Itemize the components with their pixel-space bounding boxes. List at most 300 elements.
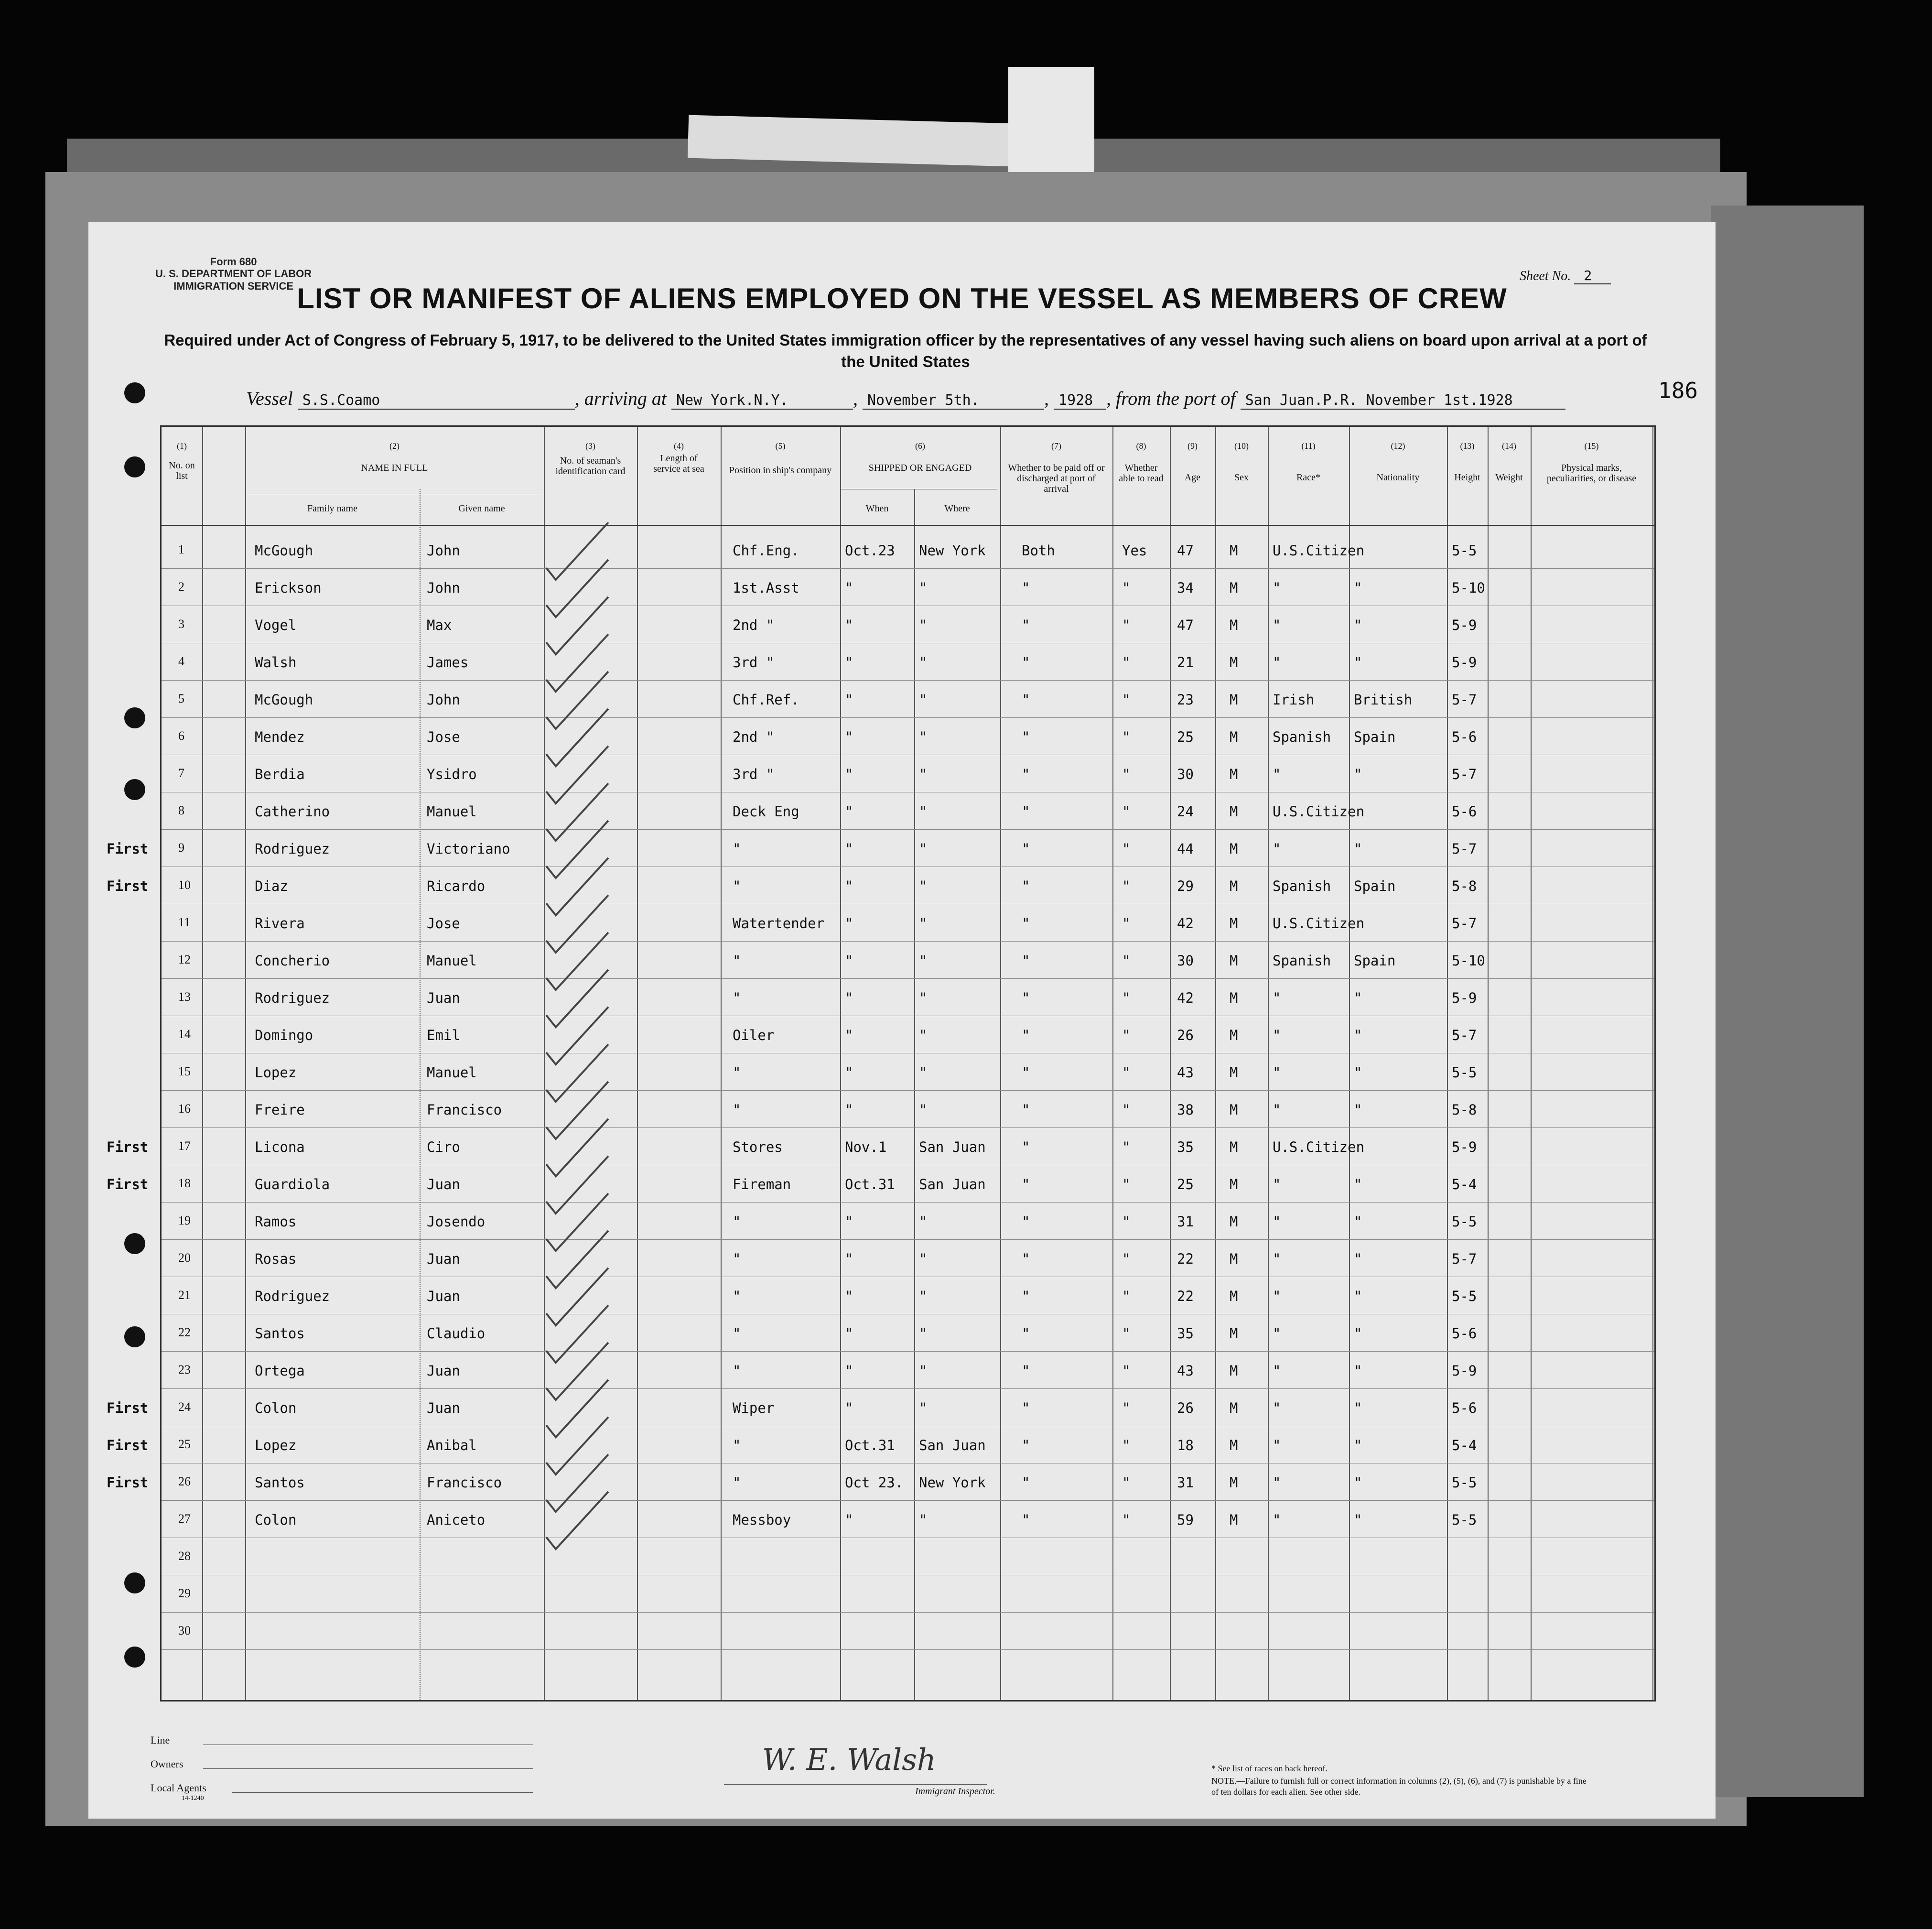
agents-field-rule <box>232 1792 533 1793</box>
position: Stores <box>733 1139 783 1155</box>
hdr-position: Position in ship's company <box>729 465 832 476</box>
row-number: 7 <box>178 766 184 780</box>
port-label: , from the port of <box>1106 388 1236 409</box>
arrival-year: 1928 <box>1054 392 1106 410</box>
row-number: 15 <box>178 1064 191 1078</box>
shipped-where: " <box>919 841 928 857</box>
paid-off: " <box>1022 1437 1030 1453</box>
row-number: 22 <box>178 1325 191 1339</box>
age: 34 <box>1177 580 1194 596</box>
given-name: Juan <box>427 990 460 1006</box>
family-name: Santos <box>255 1474 305 1491</box>
shipped-where: " <box>919 617 928 633</box>
document-title: LIST OR MANIFEST OF ALIENS EMPLOYED ON THE VESSEL AS MEMBERS OF CREW <box>297 282 1507 314</box>
shipped-where: San Juan <box>919 1176 986 1192</box>
height: 5-8 <box>1452 878 1477 894</box>
sex: M <box>1230 542 1238 559</box>
race: " <box>1273 990 1281 1006</box>
race: " <box>1273 841 1281 857</box>
table-row <box>162 905 1654 942</box>
family-name: Rodriguez <box>255 1288 330 1304</box>
table-row <box>162 1278 1654 1315</box>
hdr-shipped: SHIPPED OR ENGAGED <box>868 463 972 473</box>
department: U. S. DEPARTMENT OF LABOR <box>155 268 312 280</box>
hdr-name-in-full: NAME IN FULL <box>361 463 428 473</box>
age: 42 <box>1177 915 1194 932</box>
height: 5-9 <box>1452 1363 1477 1379</box>
able-to-read: " <box>1122 692 1131 708</box>
sex: M <box>1230 1214 1238 1230</box>
able-to-read: " <box>1122 654 1131 671</box>
given-name: Juan <box>427 1251 460 1267</box>
row-number: 21 <box>178 1288 191 1302</box>
paid-off: " <box>1022 692 1030 708</box>
paid-off: " <box>1022 654 1030 671</box>
row-number: 10 <box>178 878 191 892</box>
row-number: 12 <box>178 953 191 966</box>
race: " <box>1273 1325 1281 1342</box>
paid-off: " <box>1022 1176 1030 1192</box>
family-name: Ramos <box>255 1214 297 1230</box>
arriving-port: New York.N.Y. <box>671 392 853 410</box>
race: " <box>1273 617 1281 633</box>
penalty-note: NOTE.—Failure to furnish full or correct information in columns (2), (5), (6), and (7) is punishable by a fine of ten dollars for each alien. See other side. <box>1211 1776 1587 1797</box>
age: 42 <box>1177 990 1194 1006</box>
family-name: Mendez <box>255 729 305 745</box>
shipped-where: " <box>919 1363 928 1379</box>
inspector-label: Immigrant Inspector. <box>915 1786 995 1797</box>
agents-code: 14-1240 <box>182 1795 204 1802</box>
paid-off: " <box>1022 915 1030 932</box>
height: 5-5 <box>1452 1474 1477 1491</box>
hdr-sex: Sex <box>1234 472 1249 483</box>
given-name: James <box>427 654 469 671</box>
shipped-when: " <box>845 1027 853 1043</box>
hdr-physical: Physical marks, peculiarities, or disease <box>1546 463 1637 484</box>
nationality: Spain <box>1354 729 1396 745</box>
sex: M <box>1230 1027 1238 1043</box>
age: 38 <box>1177 1102 1194 1118</box>
table-row <box>162 1091 1654 1128</box>
age: 26 <box>1177 1400 1194 1416</box>
shipped-when: " <box>845 1512 853 1528</box>
age: 35 <box>1177 1325 1194 1342</box>
age: 18 <box>1177 1437 1194 1453</box>
given-name: John <box>427 580 460 596</box>
manifest-sheet <box>88 222 1716 1819</box>
family-name: Licona <box>255 1139 305 1155</box>
row-number: 25 <box>178 1437 191 1451</box>
table-row <box>107 830 1654 867</box>
given-name: Francisco <box>427 1474 502 1491</box>
row-number: 17 <box>178 1139 191 1153</box>
shipped-where: New York <box>919 542 986 559</box>
position: 2nd " <box>733 729 775 745</box>
position: Chf.Eng. <box>733 542 799 559</box>
table-row <box>107 1166 1654 1203</box>
paid-off: " <box>1022 1102 1030 1118</box>
given-name: Ciro <box>427 1139 460 1155</box>
able-to-read: " <box>1122 990 1131 1006</box>
shipped-where: San Juan <box>919 1139 986 1155</box>
nationality: " <box>1354 1363 1362 1379</box>
shipped-where: " <box>919 953 928 969</box>
able-to-read: " <box>1122 1102 1131 1118</box>
paid-off: " <box>1022 1474 1030 1491</box>
table-row <box>162 1576 1654 1613</box>
given-name: Jose <box>427 915 460 932</box>
age: 47 <box>1177 542 1194 559</box>
age: 44 <box>1177 841 1194 857</box>
race: " <box>1273 1363 1281 1379</box>
position: " <box>733 878 741 894</box>
sex: M <box>1230 1251 1238 1267</box>
agents-label: Local Agents <box>151 1782 206 1794</box>
row-number: 8 <box>178 803 184 817</box>
table-row <box>162 1539 1654 1576</box>
position: Watertender <box>733 915 825 932</box>
shipped-where: " <box>919 1214 928 1230</box>
table-row <box>162 1240 1654 1278</box>
hdr-nationality: Nationality <box>1376 472 1420 483</box>
document-subtitle: Required under Act of Congress of February 5, 1917, to be delivered to the United States immigration officer by the representatives of any vessel having such aliens on board upon arrival at a port of the United States <box>164 331 1647 370</box>
signature-rule <box>724 1784 987 1785</box>
able-to-read: " <box>1122 1288 1131 1304</box>
position: 3rd " <box>733 654 775 671</box>
race: " <box>1273 580 1281 596</box>
position: " <box>733 1288 741 1304</box>
position: " <box>733 841 741 857</box>
race: " <box>1273 1214 1281 1230</box>
given-name: Manuel <box>427 803 477 820</box>
row-number: 27 <box>178 1512 191 1526</box>
punch-hole <box>124 456 145 477</box>
table-row <box>162 1203 1654 1240</box>
owners-field-rule <box>203 1768 533 1769</box>
position: Deck Eng <box>733 803 799 820</box>
race: U.S.Citizen <box>1273 915 1365 932</box>
paid-off: " <box>1022 990 1030 1006</box>
shipped-when: " <box>845 580 853 596</box>
given-name: John <box>427 542 460 559</box>
row-number: 14 <box>178 1027 191 1041</box>
table-row <box>162 681 1654 718</box>
sex: M <box>1230 841 1238 857</box>
sheet-value: 2 <box>1574 268 1611 284</box>
shipped-when: " <box>845 654 853 671</box>
position: Messboy <box>733 1512 791 1528</box>
nationality: " <box>1354 990 1362 1006</box>
sex: M <box>1230 1064 1238 1081</box>
nationality: " <box>1354 1288 1362 1304</box>
age: 35 <box>1177 1139 1194 1155</box>
given-name: Josendo <box>427 1214 486 1230</box>
row-number: 6 <box>178 729 184 743</box>
race: U.S.Citizen <box>1273 542 1365 559</box>
nationality: " <box>1354 1400 1362 1416</box>
hdr-able-read: Whether able to read <box>1119 463 1164 484</box>
age: 25 <box>1177 1176 1194 1192</box>
row-number: 2 <box>178 580 184 594</box>
nationality: British <box>1354 692 1413 708</box>
sex: M <box>1230 953 1238 969</box>
race: " <box>1273 1176 1281 1192</box>
table-row <box>162 942 1654 979</box>
sheet-number <box>1520 268 1611 284</box>
sex: M <box>1230 1139 1238 1155</box>
nationality: " <box>1354 766 1362 782</box>
family-name: Freire <box>255 1102 305 1118</box>
shipped-where: " <box>919 580 928 596</box>
punch-hole <box>124 382 145 403</box>
sex: M <box>1230 1437 1238 1453</box>
age: 31 <box>1177 1214 1194 1230</box>
family-name: Berdia <box>255 766 305 782</box>
given-name: Manuel <box>427 953 477 969</box>
age: 21 <box>1177 654 1194 671</box>
hdr-given-name: Given name <box>458 503 505 514</box>
paid-off: " <box>1022 1325 1030 1342</box>
position: " <box>733 1102 741 1118</box>
race: Spanish <box>1273 729 1331 745</box>
nationality: " <box>1354 1214 1362 1230</box>
age: 26 <box>1177 1027 1194 1043</box>
shipped-when: " <box>845 1400 853 1416</box>
back-sheet-edge <box>1711 206 1864 1797</box>
table-row <box>162 718 1654 756</box>
height: 5-10 <box>1452 580 1485 596</box>
col-num-5: (5) <box>775 441 786 451</box>
shipped-when: " <box>845 1288 853 1304</box>
able-to-read: " <box>1122 878 1131 894</box>
checkmark <box>546 1492 608 1549</box>
given-name: Juan <box>427 1176 460 1192</box>
nationality: " <box>1354 1437 1362 1453</box>
left-note: First <box>107 841 149 857</box>
row-number: 19 <box>178 1214 191 1227</box>
given-name: Juan <box>427 1288 460 1304</box>
able-to-read: " <box>1122 1474 1131 1491</box>
position: " <box>733 953 741 969</box>
table-row <box>107 1128 1654 1166</box>
shipped-when: " <box>845 953 853 969</box>
owners-label: Owners <box>151 1758 183 1770</box>
nationality: " <box>1354 1064 1362 1081</box>
sex: M <box>1230 766 1238 782</box>
position: " <box>733 1474 741 1491</box>
table-row <box>162 644 1654 681</box>
shipped-where: " <box>919 915 928 932</box>
nationality: " <box>1354 1474 1362 1491</box>
hdr-height: Height <box>1454 472 1480 483</box>
shipped-where: " <box>919 1288 928 1304</box>
paid-off: " <box>1022 1288 1030 1304</box>
col-num-15: (15) <box>1584 441 1599 451</box>
hdr-length-service: Length of service at sea <box>653 453 704 474</box>
age: 23 <box>1177 692 1194 708</box>
position: Oiler <box>733 1027 775 1043</box>
height: 5-7 <box>1452 766 1477 782</box>
age: 29 <box>1177 878 1194 894</box>
table-row <box>162 793 1654 830</box>
age: 30 <box>1177 953 1194 969</box>
height: 5-7 <box>1452 1251 1477 1267</box>
position: " <box>733 1251 741 1267</box>
family-name: Vogel <box>255 617 297 633</box>
inspector-signature: W. E. Walsh <box>762 1742 936 1777</box>
shipped-where: " <box>919 1512 928 1528</box>
height: 5-5 <box>1452 1512 1477 1528</box>
able-to-read: " <box>1122 1512 1131 1528</box>
able-to-read: " <box>1122 580 1131 596</box>
arrival-date: November 5th. <box>863 392 1044 410</box>
shipped-when: " <box>845 841 853 857</box>
paid-off: " <box>1022 878 1030 894</box>
left-note: First <box>107 1400 149 1416</box>
col-num-8: (8) <box>1136 441 1146 451</box>
row-number: 26 <box>178 1474 191 1488</box>
row-number: 13 <box>178 990 191 1004</box>
height: 5-6 <box>1452 1400 1477 1416</box>
paid-off: " <box>1022 1363 1030 1379</box>
col-num-4: (4) <box>674 441 684 451</box>
paid-off: " <box>1022 1251 1030 1267</box>
sex: M <box>1230 1102 1238 1118</box>
height: 5-7 <box>1452 915 1477 932</box>
departure-port: San Juan.P.R. November 1st.1928 <box>1241 392 1565 410</box>
left-note: First <box>107 1474 149 1491</box>
nationality: " <box>1354 580 1362 596</box>
able-to-read: " <box>1122 1251 1131 1267</box>
able-to-read: " <box>1122 766 1131 782</box>
position: Chf.Ref. <box>733 692 799 708</box>
race: " <box>1273 1400 1281 1416</box>
row-number: 4 <box>178 654 184 668</box>
shipped-when: " <box>845 617 853 633</box>
col-num-3: (3) <box>585 441 595 451</box>
position: Fireman <box>733 1176 791 1192</box>
family-name: Santos <box>255 1325 305 1342</box>
age: 30 <box>1177 766 1194 782</box>
height: 5-9 <box>1452 1139 1477 1155</box>
table-row <box>107 1427 1654 1464</box>
shipped-when: " <box>845 1064 853 1081</box>
nationality: Spain <box>1354 878 1396 894</box>
shipped-where: " <box>919 1064 928 1081</box>
shipped-where: " <box>919 1251 928 1267</box>
race: " <box>1273 766 1281 782</box>
nationality: " <box>1354 1251 1362 1267</box>
nationality: " <box>1354 617 1362 633</box>
row-number: 28 <box>178 1549 191 1563</box>
age: 24 <box>1177 803 1194 820</box>
position: 2nd " <box>733 617 775 633</box>
race: Spanish <box>1273 953 1331 969</box>
row-number: 24 <box>178 1400 191 1414</box>
height: 5-4 <box>1452 1437 1477 1453</box>
family-name: Lopez <box>255 1437 297 1453</box>
paid-off: " <box>1022 1027 1030 1043</box>
sex: M <box>1230 1363 1238 1379</box>
table-row <box>162 1613 1654 1650</box>
table-row <box>107 1389 1654 1427</box>
left-note: First <box>107 1139 149 1155</box>
shipped-when: " <box>845 1102 853 1118</box>
shipped-where: San Juan <box>919 1437 986 1453</box>
race: " <box>1273 1437 1281 1453</box>
vessel-line: Vessel S.S.Coamo , arriving at New York.N.Y. , November 5th. , 1928 , from the port of San Juan.P.R. November 1st.1928 <box>246 387 1565 410</box>
race: U.S.Citizen <box>1273 1139 1365 1155</box>
able-to-read: " <box>1122 1214 1131 1230</box>
able-to-read: " <box>1122 1437 1131 1453</box>
left-note: First <box>107 878 149 894</box>
shipped-when: " <box>845 915 853 932</box>
given-name: Victoriano <box>427 841 510 857</box>
col-num-13: (13) <box>1460 441 1475 451</box>
nationality: Spain <box>1354 953 1396 969</box>
able-to-read: " <box>1122 1064 1131 1081</box>
position: " <box>733 1437 741 1453</box>
family-name: McGough <box>255 692 313 708</box>
family-name: Rodriguez <box>255 990 330 1006</box>
paid-off: " <box>1022 1214 1030 1230</box>
height: 5-5 <box>1452 542 1477 559</box>
col-num-11: (11) <box>1301 441 1316 451</box>
hdr-where: Where <box>944 503 970 514</box>
table-row <box>162 569 1654 607</box>
race: " <box>1273 1251 1281 1267</box>
paid-off: " <box>1022 841 1030 857</box>
height: 5-5 <box>1452 1288 1477 1304</box>
given-name: Jose <box>427 729 460 745</box>
col-num-10: (10) <box>1234 441 1249 451</box>
shipped-when: " <box>845 692 853 708</box>
col-num-1: (1) <box>177 441 187 451</box>
height: 5-7 <box>1452 1027 1477 1043</box>
table-row <box>162 1054 1654 1091</box>
col-num-2: (2) <box>389 441 399 451</box>
position: " <box>733 1325 741 1342</box>
shipped-where: " <box>919 692 928 708</box>
race: " <box>1273 654 1281 671</box>
col-num-9: (9) <box>1187 441 1198 451</box>
row-number: 11 <box>178 915 191 929</box>
manifest-table <box>107 425 1656 1701</box>
sex: M <box>1230 1176 1238 1192</box>
punch-hole <box>124 779 145 800</box>
sex: M <box>1230 692 1238 708</box>
table-row <box>162 1315 1654 1352</box>
sheet-label: Sheet No. <box>1520 269 1571 283</box>
age: 25 <box>1177 729 1194 745</box>
hdr-weight: Weight <box>1495 472 1523 483</box>
col-num-6: (6) <box>915 441 925 451</box>
row-number: 5 <box>178 692 184 705</box>
row-number: 23 <box>178 1363 191 1376</box>
sex: M <box>1230 1325 1238 1342</box>
shipped-where: " <box>919 803 928 820</box>
nationality: " <box>1354 654 1362 671</box>
nationality: " <box>1354 1027 1362 1043</box>
paper-tab <box>1008 67 1094 172</box>
family-name: Ortega <box>255 1363 305 1379</box>
height: 5-4 <box>1452 1176 1477 1192</box>
paid-off: Both <box>1022 542 1055 559</box>
arriving-label: , arriving at <box>574 388 667 409</box>
shipped-where: " <box>919 766 928 782</box>
age: 43 <box>1177 1064 1194 1081</box>
shipped-when: " <box>845 1251 853 1267</box>
